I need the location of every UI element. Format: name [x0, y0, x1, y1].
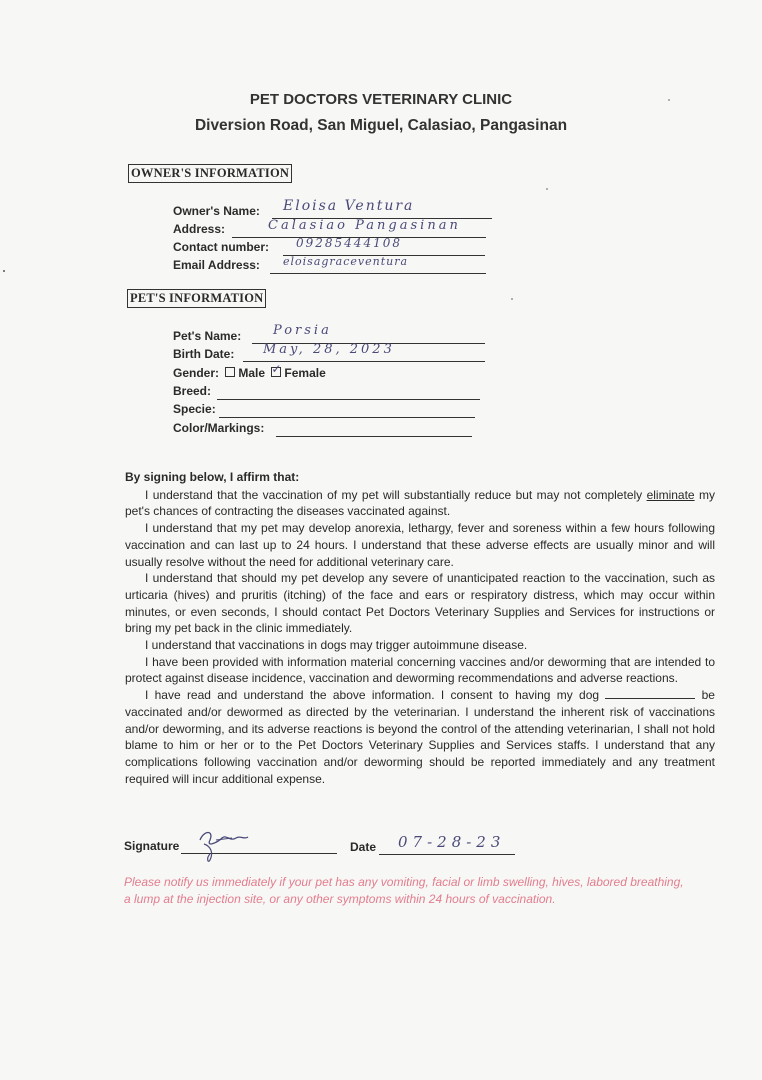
consent-p6-text-a: I have read and understand the above information. I consent to having my dog: [145, 688, 606, 703]
scan-speck: [668, 99, 670, 101]
pet-name-value: Porsia: [273, 323, 332, 338]
gender-label: Gender:: [173, 366, 220, 380]
consent-p1-underlined: eliminate: [646, 487, 695, 502]
breed-label: Breed:: [173, 384, 212, 398]
clinic-name: PET DOCTORS VETERINARY CLINIC: [249, 91, 513, 108]
address-label: Address:: [173, 222, 226, 236]
specie-field[interactable]: [219, 402, 475, 418]
birth-date-label: Birth Date:: [173, 347, 235, 361]
scan-speck: [511, 298, 513, 300]
male-label: Male: [238, 366, 266, 380]
female-checkbox[interactable]: [271, 362, 282, 377]
consent-p6-text-b: be vaccinated and/or dewormed as directed by the veterinarian. I understand the inherent risk of vaccinations and/or deworming, and its adverse reactions is beyond the control of the attending veterinarian, I shall not hold blame to him or her or to the Pet Doctors Veterinary Supplies and Services staffs. I understand that any complications following vaccination and/or deworming should be reported immediately and any treatment required will incur additional expense.: [125, 688, 715, 786]
pet-name-label: Pet's Name:: [173, 329, 242, 343]
scan-speck: [3, 270, 5, 272]
consent-p1-text-b: my pet's chances of contracting the diseases vaccinated against.: [125, 487, 715, 519]
consent-p1-text-a: I understand that the vaccination of my pet will substantially reduce but may not completely: [145, 487, 647, 502]
consent-paragraph-5: I have been provided with information material concerning vaccines and/or deworming that are intended to protect against disease incidence, vaccination and deworming recommendations and adverse reactions.: [125, 654, 715, 686]
consent-paragraph-3: I understand that should my pet develop any severe of unanticipated reaction to the vaccination, such as urticaria (hives) and pruritis (itching) of the face and ears or respiratory distress, which may occur within minutes, or even seconds, I should contact Pet Doctors Veterinary Supplies and Services for instructions or bring my pet back in the clinic immediately.: [125, 571, 715, 636]
female-label: Female: [284, 366, 326, 380]
birth-date-value: May, 28, 2023: [263, 342, 395, 357]
breed-field[interactable]: [217, 384, 480, 400]
gender-row: [173, 362, 326, 380]
consent-paragraph-1: [125, 487, 715, 520]
scan-speck: [546, 188, 548, 190]
consent-paragraph-6: [125, 687, 715, 787]
address-value: Calasiao Pangasinan: [268, 218, 461, 233]
email-value: eloisagraceventura: [283, 255, 409, 268]
male-checkbox[interactable]: [225, 367, 235, 377]
date-value: 07-28-23: [398, 833, 506, 851]
contact-label: Contact number:: [173, 240, 269, 254]
owner-name-value: Eloisa Ventura: [283, 198, 415, 214]
owner-name-label: Owner's Name:: [173, 204, 260, 218]
signature-scribble: [192, 826, 254, 866]
dog-name-blank[interactable]: [605, 687, 695, 699]
specie-label: Specie:: [173, 402, 216, 416]
owner-section-title: OWNER'S INFORMATION: [128, 164, 292, 183]
email-label: Email Address:: [173, 258, 260, 272]
clinic-address: Diversion Road, San Miguel, Calasiao, Pangasinan: [194, 117, 568, 134]
consent-lead: By signing below, I affirm that:: [125, 470, 300, 484]
contact-value: 09285444108: [296, 236, 402, 250]
check-mark-icon: ✓: [271, 362, 282, 376]
consent-text: [125, 469, 715, 787]
date-label: Date: [350, 840, 377, 854]
consent-paragraph-2: I understand that my pet may develop anorexia, lethargy, fever and soreness within a few hours following vaccination and can last up to 24 hours. I understand that these adverse effects are usually minor and will usually resolve without the need for additional veterinary care.: [125, 521, 715, 569]
consent-paragraph-4: I understand that vaccinations in dogs may trigger autoimmune disease.: [145, 638, 528, 653]
aftercare-notice: Please notify us immediately if your pet has any vomiting, facial or limb swelling, hives, labored breathing, a lump at the injection site, or any other symptoms within 24 hours of vaccination.: [124, 875, 684, 906]
color-markings-field[interactable]: [276, 421, 472, 437]
signature-label: Signature: [124, 839, 180, 853]
color-markings-label: Color/Markings:: [173, 421, 265, 435]
pet-section-title: PET'S INFORMATION: [127, 289, 266, 308]
